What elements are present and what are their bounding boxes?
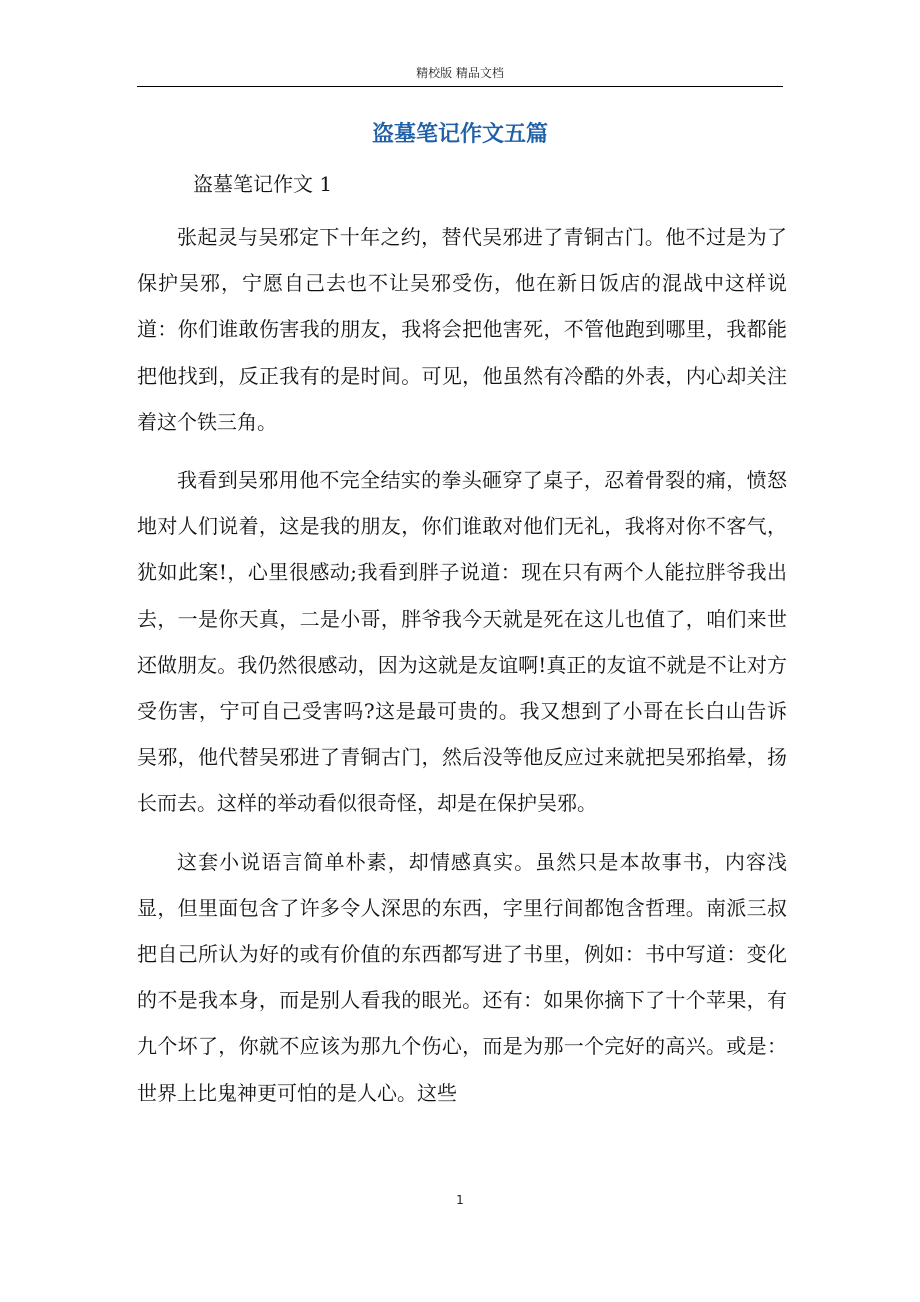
document-title: 盗墓笔记作文五篇 <box>371 122 548 147</box>
page-header: 精校版 精品文档 <box>416 66 504 80</box>
paragraph: 这套小说语言简单朴素，却情感真实。虽然只是本故事书，内容浅显，但里面包含了许多令人深思的东西，字里行间都饱含哲理。南派三叔把自己所认为好的或有价值的东西都写进了书里，例如：书中写道：变化的不是我本身，而是别人看我的眼光。还有：如果你摘下了十个苹果，有九个坏了，你就不应该为那九个伤心，而是为那一个完好的高兴。或是：世界上比鬼神更可怕的是人心。这些 <box>137 849 787 1105</box>
section-subtitle: 盗墓笔记作文 1 <box>193 172 333 196</box>
paragraph: 我看到吴邪用他不完全结实的拳头砸穿了桌子，忍着骨裂的痛，愤怒地对人们说着，这是我的朋友，你们谁敢对他们无礼，我将对你不客气，犹如此案!，心里很感动;我看到胖子说道：现在只有两个人能拉胖爷我出去，一是你天真，二是小哥，胖爷我今天就是死在这儿也值了，咱们来世还做朋友。我仍然很感动，因为这就是友谊啊!真正的友谊不就是不让对方受伤害，宁可自己受害吗?这是最可贵的。我又想到了小哥在长白山告诉吴邪，他代替吴邪进了青铜古门，然后没等他反应过来就把吴邪掐晕，扬长而去。这样的举动看似很奇怪，却是在保护吴邪。 <box>137 468 787 816</box>
paragraph: 张起灵与吴邪定下十年之约，替代吴邪进了青铜古门。他不过是为了保护吴邪，宁愿自己去也不让吴邪受伤，他在新日饭店的混战中这样说道：你们谁敢伤害我的朋友，我将会把他害死，不管他跑到哪里，我都能把他找到，反正我有的是时间。可见，他虽然有冷酷的外表，内心却关注着这个铁三角。 <box>137 225 787 434</box>
page-number: 1 <box>456 1193 464 1207</box>
document-body <box>137 214 787 1128</box>
header-divider <box>137 86 783 87</box>
